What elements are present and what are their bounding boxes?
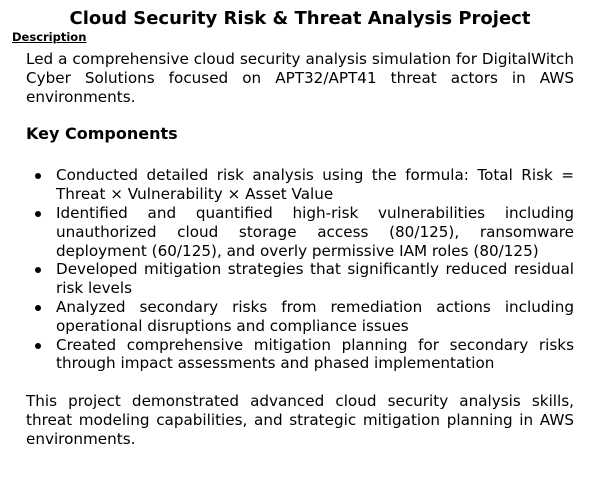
list-item-text: Identified and quantified high-risk vulnerabilities including unauthorized cloud storage access (80/125), ransomware deployment (60/125), and overly permissive IAM roles (80/125) — [56, 203, 574, 260]
bullet-icon — [35, 173, 41, 179]
list-item — [56, 298, 574, 336]
intro-paragraph: Led a comprehensive cloud security analysis simulation for DigitalWitch Cyber Solutions focused on APT32/APT41 threat actors in AWS environments. — [26, 50, 574, 106]
bullet-icon — [35, 343, 41, 349]
page-title: Cloud Security Risk & Threat Analysis Project — [69, 8, 531, 29]
bullet-icon — [35, 267, 41, 273]
list-item-text: Analyzed secondary risks from remediation actions including operational disruptions and compliance issues — [56, 297, 574, 335]
list-item — [56, 204, 574, 260]
key-components-list — [26, 166, 574, 373]
list-item — [56, 336, 574, 374]
list-item-text: Created comprehensive mitigation planning for secondary risks through impact assessments and phased implementation — [56, 335, 574, 373]
list-item — [56, 260, 574, 298]
description-label: Description — [12, 30, 87, 44]
document-body — [26, 50, 574, 449]
bullet-icon — [35, 211, 41, 217]
closing-paragraph: This project demonstrated advanced cloud security analysis skills, threat modeling capabilities, and strategic mitigation planning in AWS environments. — [26, 392, 574, 448]
list-item — [56, 166, 574, 204]
list-item-text: Conducted detailed risk analysis using the formula: Total Risk = Threat × Vulnerability × Asset Value — [56, 166, 574, 204]
bullet-icon — [35, 305, 41, 311]
list-item-text: Developed mitigation strategies that significantly reduced residual risk levels — [56, 260, 574, 298]
key-components-heading: Key Components — [26, 124, 178, 144]
